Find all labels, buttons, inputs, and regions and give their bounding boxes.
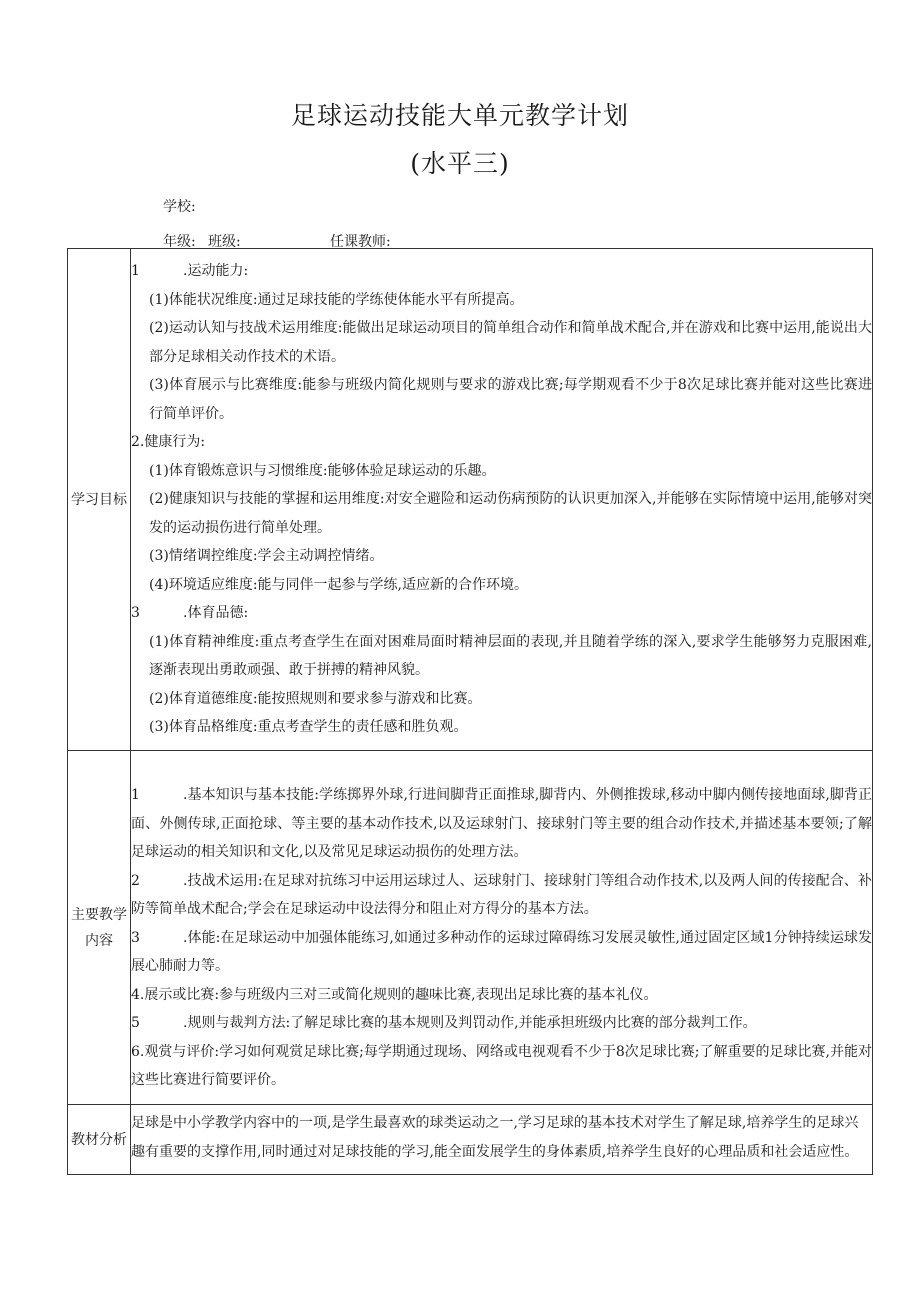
item-text: .基本知识与基本技能:学练掷界外球,行进间脚背正面推球,脚背内、外侧推拨球,移动中脚内侧传接地面球,脚背正面、外侧传球,正面抢球、等主要的基本动作技术,以及运球射门、接球射门等主要的组合动作技术,并描述基本要领;了解足球运动的相关知识和文化,以及常见足球运动损伤的处理方法。 [131,787,872,860]
item-text: 4.展示或比赛:参与班级内三对三或简化规则的趣味比赛,表现出足球比赛的基本礼仪。 [131,986,658,1003]
analysis-cell [131,1105,873,1175]
item-text: (4)环境适应维度:能与同伴一起参与学练,适应新的合作环境。 [149,576,528,593]
list-item [131,571,872,600]
list-item [131,257,872,286]
document-title: 足球运动技能大单元教学计划 [290,101,629,130]
item-number: 5 [131,1015,140,1031]
item-text: (2)体育道德维度:能按照规则和要求参与游戏和比赛。 [149,690,482,707]
item-text: .体能:在足球运动中加强体能练习,如通过多种动作的运球过障碍练习发展灵敏性,通过固定区域1分钟持续运球发展心肺耐力等。 [131,929,872,974]
item-text: .体育品德: [183,605,249,621]
item-text: (3)情绪调控维度:学会主动调控情绪。 [149,548,384,564]
list-item [131,371,872,428]
item-text: 6.观赏与评价:学习如何观赏足球比赛;每学期通过现场、网络或电视观看不少于8次足球比赛;了解重要的足球比赛,并能对这些比赛进行简要评价。 [131,1043,872,1088]
objectives-label: 学习目标 [68,249,131,751]
list-item [131,1038,872,1095]
item-text: (2)运动认知与技战术运用维度:能做出足球运动项目的简单组合动作和简单战术配合,并在游戏和比赛中运用,能说出大部分足球相关动作技术的术语。 [149,320,872,365]
item-text: .技战术运用:在足球对抗练习中运用运球过人、运球射门、接球射门等组合动作技术,以及两人间的传接配合、补防等简单战术配合;学会在足球运动中设法得分和阻止对方得分的基本方法。 [131,872,872,917]
document-subtitle: (水平三) [410,149,510,178]
list-item [131,457,872,486]
teacher-label: 任课教师: [330,234,391,250]
list-item [131,713,872,742]
item-text: (3)体育展示与比赛维度:能参与班级内简化规则与要求的游戏比赛;每学期观看不少于8次足球比赛并能对这些比赛进行简单评价。 [149,377,872,422]
item-text: (1)体育锻炼意识与习惯维度:能够体验足球运动的乐趣。 [149,462,496,479]
list-item [131,314,872,371]
list-item [131,542,872,571]
item-number: 3 [131,605,140,621]
list-item [131,1009,872,1038]
objectives-cell [131,249,873,751]
content-row [68,751,873,1105]
analysis-row [68,1105,873,1175]
plan-table [67,248,873,1175]
objectives-row [68,249,873,751]
analysis-label: 教材分析 [68,1105,131,1175]
list-item [131,981,872,1010]
list-item [131,924,872,981]
item-text: .规则与裁判方法:了解足球比赛的基本规则及判罚动作,并能承担班级内比赛的部分裁判工作。 [183,1015,757,1031]
content-list [131,751,872,1095]
item-number: 1 [131,787,140,803]
class-label: 班级: [208,234,241,250]
item-text: .运动能力: [183,263,249,279]
item-text: (1)体育精神维度:重点考查学生在面对困难局面时精神层面的表现,并且随着学练的深入,要求学生能够努力克服困难,逐渐表现出勇敢顽强、敢于拼搏的精神风貌。 [149,633,872,678]
item-number: 1 [131,263,140,279]
school-label: 学校: [163,199,196,215]
item-text: (3)体育品格维度:重点考查学生的责任感和胜负观。 [149,719,468,735]
list-item [131,599,872,628]
analysis-text: 足球是中小学教学内容中的一项,是学生最喜欢的球类运动之一,学习足球的基本技术对学生了解足球,培养学生的足球兴趣有重要的支撑作用,同时通过对足球技能的学习,能全面发展学生的身体素质,培养学生良好的心理品质和社会适应性。 [131,1115,859,1160]
list-item [131,685,872,714]
list-item [131,485,872,542]
item-text: 2.健康行为: [131,434,206,450]
list-item [131,286,872,315]
objectives-list [131,249,872,742]
list-item [131,428,872,457]
grade-label: 年级: [163,234,196,250]
item-text: (2)健康知识与技能的掌握和运用维度:对安全避险和运动伤病预防的认识更加深入,并能够在实际情境中运用,能够对突发的运动损伤进行简单处理。 [149,491,872,536]
list-item [131,628,872,685]
list-item [131,867,872,924]
content-label: 主要教学内容 [68,751,131,1105]
content-cell [131,751,873,1105]
item-number: 2 [131,872,140,889]
item-text: (1)体能状况维度:通过足球技能的学练使体能水平有所提高。 [149,291,524,308]
list-item [131,781,872,867]
item-number: 3 [131,929,140,946]
